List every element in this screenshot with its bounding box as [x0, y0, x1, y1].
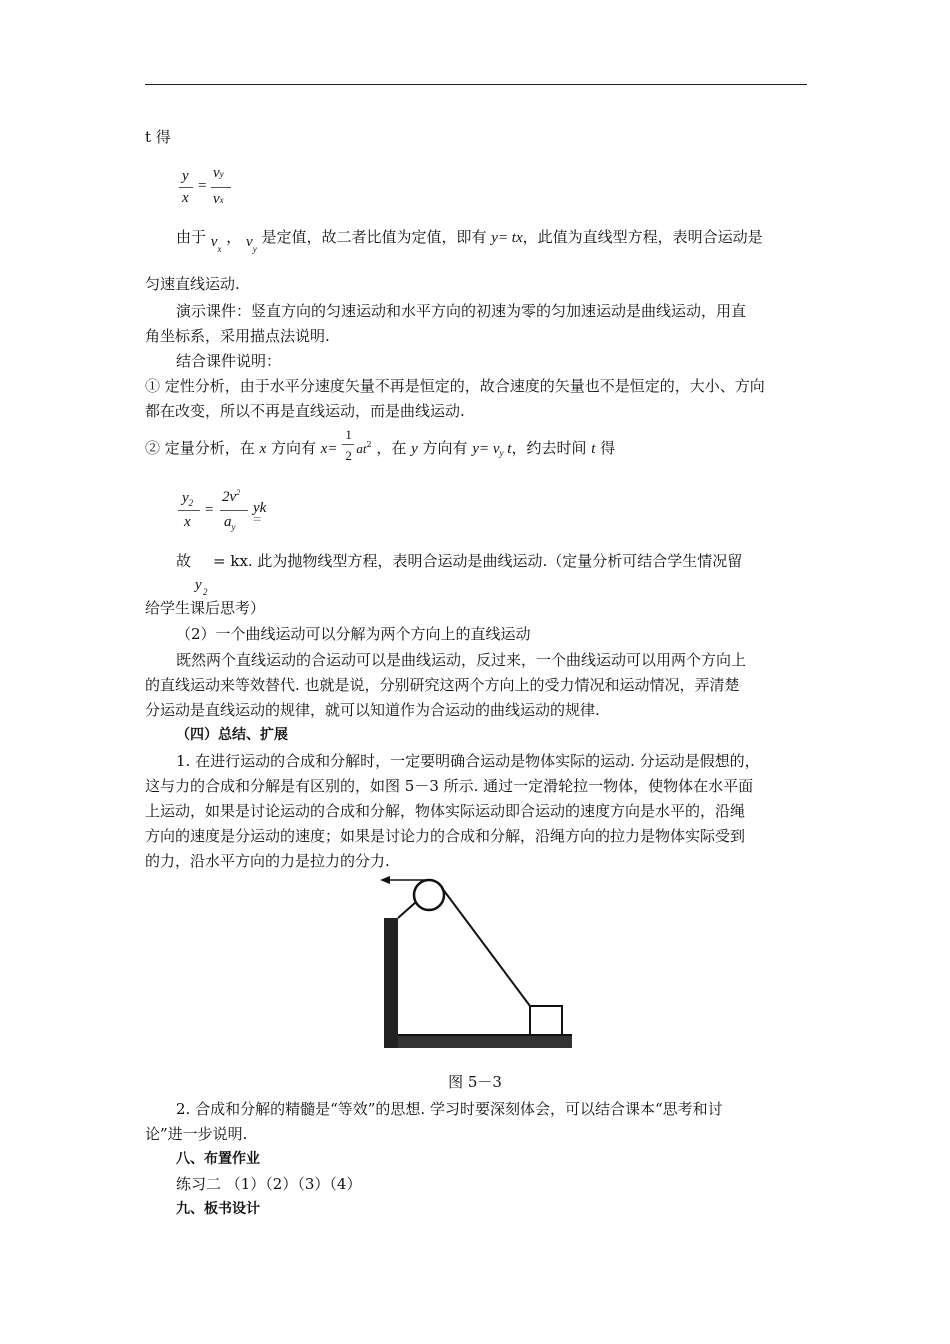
text-qualitative-2: 都在改变，所以不再是直线运动，而是曲线运动.: [145, 402, 465, 420]
header-rule: [145, 84, 807, 85]
text-since-1: 既然两个直线运动的合运动可以是曲线运动，反过来，一个曲线运动可以用两个方向上: [176, 651, 747, 669]
wall: [384, 918, 398, 1048]
eq1-eq: =: [198, 178, 207, 194]
rope-diagonal: [442, 888, 530, 1006]
text-summary-2-2: 论”进一步说明.: [145, 1125, 248, 1143]
text-summary-1-4: 方向的速度是分运动的速度；如果是讨论力的合成和分解，沿绳方向的拉力是物体实际受到: [145, 827, 746, 845]
eq2-lhs-bar: [178, 510, 200, 511]
half-num: 1: [345, 427, 352, 442]
heading-homework: 八、布置作业: [176, 1151, 260, 1167]
text-homework: 练习二 （1）（2）（3）（4）: [176, 1175, 362, 1193]
text-summary-1-1: 1. 在进行运动的合成和分解时，一定要明确合运动是物体实际的运动. 分运动是假想的，: [176, 752, 760, 770]
heading-board-design: 九、板书设计: [176, 1201, 260, 1217]
eq2-lhs-den: x: [184, 514, 191, 530]
text-summary-1-2: 这与力的合成和分解是有区别的，如图 5－3 所示. 通过一定滑轮拉一物体，使物体在水平面: [145, 777, 754, 795]
text-combine: 结合课件说明：: [176, 352, 282, 370]
text-quantitative: ② 定量分析，在 x 方向有 x= $\frac{1}{2}$ $at^2$ ，在 y 方向有 $y= v_y$ t，约去时间 t 得: [145, 427, 616, 463]
eq1-lhs-den: x: [182, 190, 189, 206]
eq1-rhs-den: vx: [213, 191, 224, 207]
eq2-rhs-den: $a_y$: [224, 514, 236, 532]
text-summary-1-3: 上运动，如果是讨论运动的合成和分解，物体实际运动即合运动的速度方向是水平的，沿绳: [145, 802, 746, 820]
eq2-lhs-num: $y_2$: [182, 490, 194, 508]
text-t-de: t 得: [145, 128, 171, 146]
text-demo-1: 演示课件：竖直方向的匀速运动和水平方向的初速为零的匀加速运动是曲线运动，用直: [176, 302, 747, 320]
half-den: 2: [345, 448, 352, 463]
eq2-eq-2: =: [253, 512, 262, 528]
text-yunsu: 匀速直线运动.: [145, 275, 240, 293]
text-qualitative-1: ① 定性分析，由于水平分速度矢量不再是恒定的，故合速度的矢量也不是恒定的，大小、方向: [145, 377, 765, 395]
text-since-2: 的直线运动来等效替代. 也就是说，分别研究这两个方向上的受力情况和运动情况，弄清楚: [145, 676, 740, 694]
eq1-lhs-num: y: [182, 168, 189, 184]
text-demo-2: 角坐标系，采用描点法说明.: [145, 327, 330, 345]
half-bar: [342, 444, 354, 445]
text-since-3: 分运动是直线运动的规律，就可以知道作为合运动的曲线运动的规律.: [145, 701, 600, 719]
block: [530, 1006, 562, 1035]
para-youyu: 由于 $v_x$ ， $v_y$ 是定值，故二者比值为定值，即有 y= tx，此值为直线型方程，表明合运动是: [176, 228, 763, 254]
text-summary-2-1: 2. 合成和分解的精髓是“等效”的思想. 学习时要深刻体会，可以结合课本“思考和讨: [176, 1100, 723, 1118]
text-section-2: （2）一个曲线运动可以分解为两个方向上的直线运动: [176, 625, 531, 643]
eq2-rhs-num: $2v^2$: [222, 488, 241, 505]
eq2-tail: yk: [253, 500, 267, 516]
eq2-eq: =: [205, 502, 214, 518]
text-summary-1-5: 的力，沿水平方向的力是拉力的分力.: [145, 852, 390, 870]
text-gu: 故 y 2 = kx. 此为抛物线型方程，表明合运动是曲线运动.（定量分析可结合学生情况留: [176, 552, 743, 597]
heading-summary: （四）总结、扩展: [176, 727, 288, 743]
figure-caption: 图 5－3: [448, 1073, 502, 1091]
eq1-lhs-bar: [179, 187, 193, 188]
eq1-rhs-num: vy: [213, 165, 224, 181]
ground: [398, 1036, 572, 1048]
text-gu-2: 给学生课后思考）: [145, 599, 266, 617]
eq2-rhs-bar: [220, 510, 248, 511]
eq1-rhs-bar: [211, 187, 231, 188]
pull-arrow: [380, 876, 390, 884]
pulley-wheel: [414, 880, 444, 910]
pulley-figure: [374, 870, 574, 1052]
pulley-bracket: [398, 902, 416, 918]
